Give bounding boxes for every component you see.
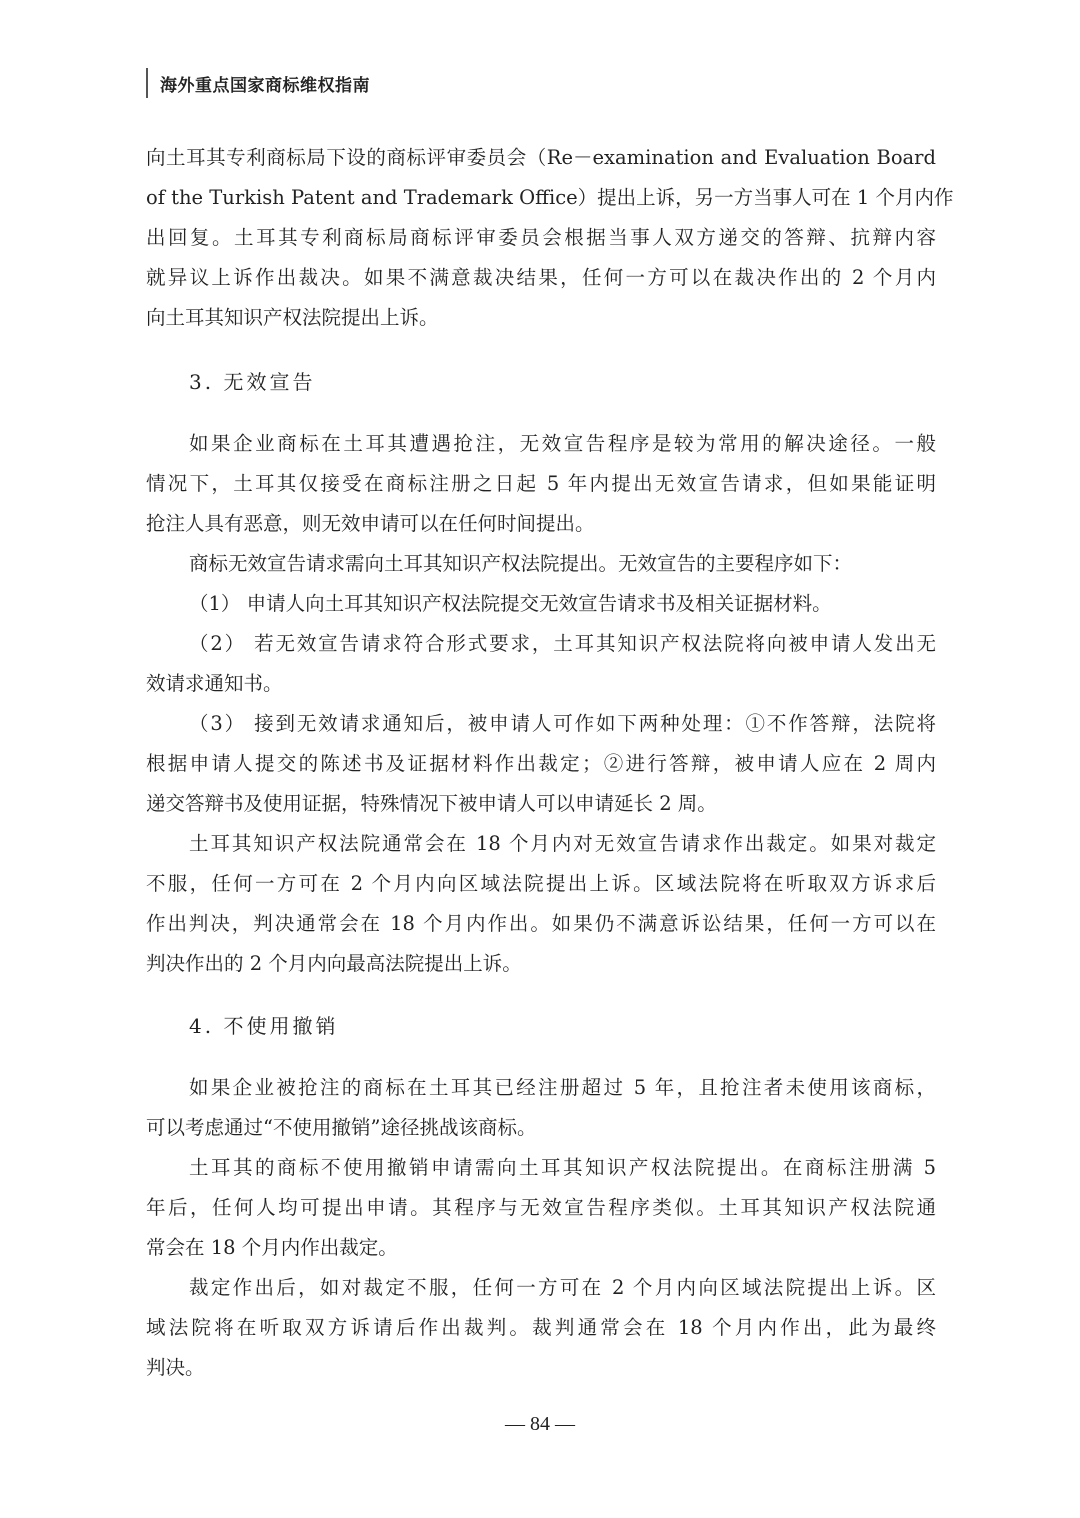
paragraph-line: 出回复。土耳其专利商标局商标评审委员会根据当事人双方递交的答辩、抗辩内容	[146, 226, 936, 249]
paragraph-line: 商标无效宣告请求需向土耳其知识产权法院提出。无效宣告的主要程序如下：	[189, 552, 853, 575]
paragraph-line: 如果企业被抢注的商标在土耳其已经注册超过 5 年，且抢注者未使用该商标，	[189, 1076, 936, 1099]
list-item-line: 递交答辩书及使用证据，特殊情况下被申请人可以申请延长 2 周。	[146, 792, 717, 815]
running-title: 海外重点国家商标维权指南	[160, 75, 370, 96]
paragraph-line: 裁定作出后，如对裁定不服，任何一方可在 2 个月内向区域法院提出上诉。区	[189, 1276, 936, 1299]
paragraph-line: 土耳其知识产权法院通常会在 18 个月内对无效宣告请求作出裁定。如果对裁定	[189, 832, 936, 855]
paragraph-line: 可以考虑通过“不使用撤销”途径挑战该商标。	[146, 1116, 537, 1139]
running-head-rule	[146, 68, 148, 98]
paragraph-line: 就异议上诉作出裁决。如果不满意裁决结果，任何一方可以在裁决作出的 2 个月内	[146, 266, 936, 289]
paragraph-line: 向土耳其专利商标局下设的商标评审委员会（Re－examination and Evaluation Board	[146, 146, 936, 169]
paragraph-line: 年后，任何人均可提出申请。其程序与无效宣告程序类似。土耳其知识产权法院通	[146, 1196, 936, 1219]
list-item-line: （1） 申请人向土耳其知识产权法院提交无效宣告请求书及相关证据材料。	[189, 592, 832, 615]
list-item-line: 根据申请人提交的陈述书及证据材料作出裁定；②进行答辩，被申请人应在 2 周内	[146, 752, 936, 775]
list-item-line: 效请求通知书。	[146, 672, 283, 695]
paragraph-line: 向土耳其知识产权法院提出上诉。	[146, 306, 439, 329]
paragraph-line: 如果企业商标在土耳其遭遇抢注，无效宣告程序是较为常用的解决途径。一般	[189, 432, 936, 455]
paragraph-line: 抢注人具有恶意，则无效申请可以在任何时间提出。	[146, 512, 595, 535]
page-number: — 84 —	[505, 1413, 575, 1435]
list-item-line: （3） 接到无效请求通知后，被申请人可作如下两种处理：①不作答辩，法院将	[189, 712, 936, 735]
running-head	[146, 66, 370, 100]
paragraph-line: 判决。	[146, 1356, 205, 1379]
paragraph-line: 域法院将在听取双方诉请后作出裁判。裁判通常会在 18 个月内作出，此为最终	[146, 1316, 936, 1339]
paragraph-line: 作出判决，判决通常会在 18 个月内作出。如果仍不满意诉讼结果，任何一方可以在	[146, 912, 936, 935]
paragraph-line: 土耳其的商标不使用撤销申请需向土耳其知识产权法院提出。在商标注册满 5	[189, 1156, 936, 1179]
paragraph-line: 判决作出的 2 个月内向最高法院提出上诉。	[146, 952, 522, 975]
paragraph-line: 情况下，土耳其仅接受在商标注册之日起 5 年内提出无效宣告请求，但如果能证明	[146, 472, 936, 495]
paragraph-line: of the Turkish Patent and Trademark Office）提出上诉，另一方当事人可在 1 个月内作	[146, 186, 954, 209]
paragraph-line: 常会在 18 个月内作出裁定。	[146, 1236, 398, 1259]
section-heading: 3. 无效宣告	[189, 370, 316, 394]
paragraph-line: 不服，任何一方可在 2 个月内向区域法院提出上诉。区域法院将在听取双方诉求后	[146, 872, 936, 895]
section-heading: 4. 不使用撤销	[189, 1014, 339, 1038]
list-item-line: （2） 若无效宣告请求符合形式要求，土耳其知识产权法院将向被申请人发出无	[189, 632, 936, 655]
